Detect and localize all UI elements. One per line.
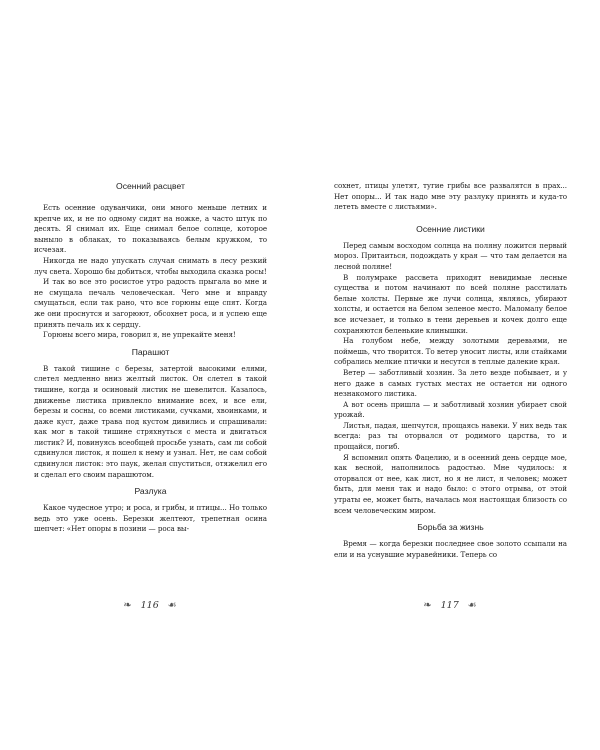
paragraph: На голубом небе, между золотыми деревьями, не поймешь, что творится. То ветер уносит листы, или стайками собрались мелкие птички и несутся в теплые далекие края.	[334, 336, 567, 367]
page-number: 116	[140, 600, 159, 611]
paragraph: Перед самым восходом солнца на поляну ложится первый мороз. Притаиться, подождать у края — что там делается на лесной поляне!	[334, 240, 567, 271]
section-heading: Борьба за жизнь	[417, 522, 484, 533]
ornament-left-icon: ❧	[423, 600, 432, 611]
paragraph: И так во все это росистое утро радость прыгала во мне и не смущала печаль человеческая. Чего мне и вправду смущаться, если так рано, что все горюны еще спят. Когда же они проснутся и загорюют, обсохнет роса, и я успею еще принять печаль их к сердцу.	[34, 277, 267, 329]
ornament-right-icon: ☙	[467, 600, 477, 611]
paragraph: Время — когда березки последнее свое золото ссыпали на ели и на уснувшие муравейники. Теперь со	[334, 539, 567, 559]
section-heading: Парашют	[131, 346, 170, 357]
right-text-column	[334, 181, 567, 560]
paragraph: Листья, падая, шепчутся, прощаясь навеки. У них ведь так всегда: раз ты оторвался от родимого царства, то и прощайся, погиб.	[334, 420, 567, 452]
section-heading: Осенние листики	[416, 223, 485, 234]
section-heading: Разлука	[134, 486, 167, 497]
page-footer	[0, 600, 300, 611]
paragraph: Ветер — заботливый хозяин. За лето везде побывает, и у него даже в самых густых местах не остается ни одного незнакомого листика.	[334, 367, 567, 399]
right-page	[300, 0, 600, 750]
left-text-column	[34, 181, 267, 535]
continued-paragraph: сохнет, птицы улетят, тугие грибы все развалятся в прах... Нет опоры... И так надо мне эту разлуку принять и куда-то лететь вместе с листьями».	[334, 181, 567, 212]
paragraph: Горюны всего мира, говорил я, не упрекайте меня!	[43, 330, 236, 340]
paragraph: В такой тишине с березы, затертой высокими елями, слетел медленно вниз желтый листок. Он слетел в такой тишине, когда и осиновый листик не шевелится. Казалось, движенье листика привлекло внимание всех, и все ели, березы и сосны, со всеми листиками, сучками, хвоинками, и даже куст, даже трава под кустом дивились и спрашивали: как мог в такой тишине стряхнуться с места и двигаться листик? И, повинуясь всеобщей просьбе узнать, сам ли собой сдвинулся листок, я пошел к нему и узнал. Нет, не сам собой сдвинулся листок: это паук, желая спуститься, отяжелил его и сделал его своим парашютом.	[34, 363, 267, 479]
page-number: 117	[440, 600, 459, 611]
ornament-right-icon: ☙	[167, 600, 177, 611]
paragraph: В полумраке рассвета приходят невидимые лесные существа и потом начинают по всей поляне расстилать белые холсты. Первые же лучи солнца, являясь, убирают холсты, и остается на белом зеленое место. Маломалу белое все исчезает, и только в тени деревьев и кочек долго еще сохраняются беленькие клинышки.	[334, 272, 567, 335]
paragraph: А вот осень пришла — и заботливый хозяин убирает свой урожай.	[334, 399, 567, 420]
page-footer	[300, 600, 600, 611]
paragraph: Какое чудесное утро; и роса, и грибы, и птицы... Но только ведь это уже осень. Березки желтеют, трепетная осина шепчет: «Нет опоры в позини — роса вы-	[34, 503, 267, 534]
paragraph: Никогда не надо упускать случая снимать в лесу резкий луч света. Хорошо бы добиться, чтобы выходила сказка росы!	[34, 255, 267, 276]
paragraph: Есть осенние одуванчики, они много меньше летних и крепче их, и не по одному сидят на ножке, а часто штук по десять. Я снимал их. Еще снимал белое солнце, которое выныло в облаках, то показываясь белым кружком, то исчезая.	[34, 203, 267, 255]
paragraph: Я вспомнил опять Фацелию, и в осенний день сердце мое, как весной, наполнилось радостью. Мне чудилось: я оторвался от нее, как лист, но я не лист, я человек; может быть, для меня так и надо было: с этого отрыва, от этой утраты ее, может быть, началась моя настоящая близость со всем человеческим миром.	[334, 452, 567, 515]
ornament-left-icon: ❧	[123, 600, 132, 611]
section-heading: Осенний расцвет	[116, 181, 185, 191]
